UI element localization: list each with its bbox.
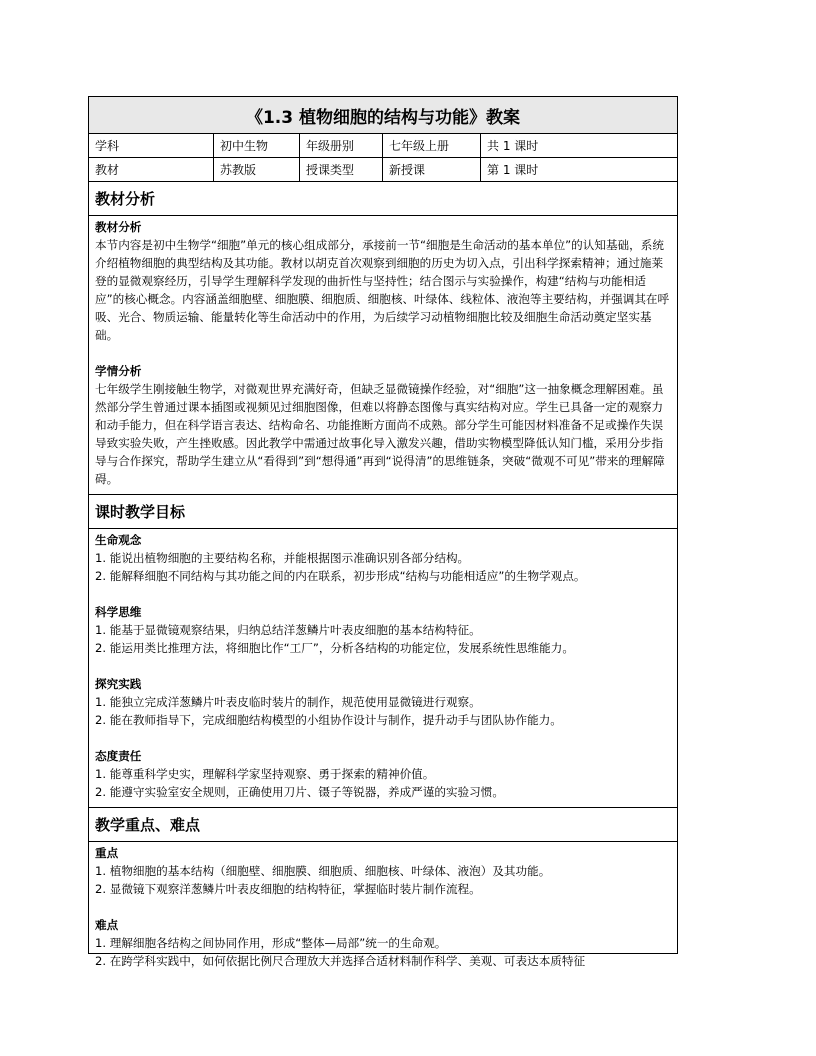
subheading: 科学思维 [95, 605, 142, 619]
list-item: 1. 能尊重科学史实，理解科学家坚持观察、勇于探索的精神价值。 [95, 767, 435, 781]
info-cell: 授课类型 [300, 158, 383, 181]
paragraph: 本节内容是初中生物学“细胞”单元的核心组成部分，承接前一节“细胞是生命活动的基本单位”的认知基础，系统介绍植物细胞的典型结构及其功能。教材以胡克首次观察到细胞的历史为切入点，引出科学探索精神；通过施莱登的显微观察经历，引导学生理解科学发现的曲折性与坚持性；结合图示与实验操作，构建“结构与功能相适应”的核心概念。内容涵盖细胞壁、细胞膜、细胞质、细胞核、叶绿体、线粒体、液泡等主要结构，并强调其在呼吸、光合、物质运输、能量转化等生命活动中的作用，为后续学习动植物细胞比较及细胞生命活动奠定坚实基础。 [95, 238, 670, 342]
section-heading-goals: 课时教学目标 [89, 495, 677, 529]
info-cell: 七年级上册 [383, 134, 481, 157]
document-title: 《1.3 植物细胞的结构与功能》教案 [89, 97, 677, 134]
section-heading-keypoints: 教学重点、难点 [89, 808, 677, 842]
info-cell: 共 1 课时 [487, 139, 539, 153]
subheading: 学情分析 [95, 364, 142, 378]
section-body-goals [89, 529, 677, 808]
list-item: 1. 理解细胞各结构之间协同作用，形成“整体—局部”统一的生命观。 [95, 936, 447, 950]
info-cell: 初中生物 [214, 134, 300, 157]
list-item: 2. 能运用类比推理方法，将细胞比作“工厂”，分析各结构的功能定位，发展系统性思维能力。 [95, 641, 574, 655]
info-cell: 第 1 课时 [487, 163, 539, 177]
list-item: 2. 能在教师指导下，完成细胞结构模型的小组协作设计与制作，提升动手与团队协作能力。 [95, 713, 562, 727]
subheading: 探究实践 [95, 677, 142, 691]
info-cell: 新授课 [383, 158, 481, 181]
subheading: 生命观念 [95, 533, 142, 547]
subheading: 教材分析 [95, 220, 142, 234]
subheading: 重点 [95, 846, 119, 860]
section-body-keypoints [89, 842, 677, 976]
list-item: 1. 能说出植物细胞的主要结构名称，并能根据图示准确识别各部分结构。 [95, 551, 470, 565]
info-cell: 苏教版 [214, 158, 300, 181]
subheading: 难点 [95, 918, 119, 932]
list-item: 1. 能独立完成洋葱鳞片叶表皮临时装片的制作，规范使用显微镜进行观察。 [95, 695, 481, 709]
list-item: 1. 植物细胞的基本结构（细胞壁、细胞膜、细胞质、细胞核、叶绿体、液泡）及其功能。 [95, 864, 551, 878]
list-item: 2. 在跨学科实践中，如何依据比例尺合理放大并选择合适材料制作科学、美观、可表达本质特征 [95, 954, 586, 968]
info-row-2 [89, 158, 677, 182]
info-cell: 年级册别 [300, 134, 383, 157]
list-item: 1. 能基于显微镜观察结果，归纳总结洋葱鳞片叶表皮细胞的基本结构特征。 [95, 623, 481, 637]
section-heading-analysis: 教材分析 [89, 182, 677, 216]
info-row-1 [89, 134, 677, 158]
paragraph: 七年级学生刚接触生物学，对微观世界充满好奇，但缺乏显微镜操作经验，对“细胞”这一抽象概念理解困难。虽然部分学生曾通过课本插图或视频见过细胞图像，但难以将静态图像与真实结构对应。学生已具备一定的观察力和动手能力，但在科学语言表达、结构命名、功能推断方面尚不成熟。部分学生可能因材料准备不足或操作失误导致实验失败，产生挫败感。因此教学中需通过故事化导入激发兴趣，借助实物模型降低认知门槛，采用分步指导与合作探究，帮助学生建立从“看得到”到“想得通”再到“说得清”的思维链条，突破“微观不可见”带来的理解障碍。 [95, 382, 665, 486]
list-item: 2. 能解释细胞不同结构与其功能之间的内在联系，初步形成“结构与功能相适应”的生物学观点。 [95, 569, 586, 583]
list-item: 2. 能遵守实验室安全规则，正确使用刀片、镊子等锐器，养成严谨的实验习惯。 [95, 785, 504, 799]
info-cell: 学科 [89, 134, 214, 157]
info-cell: 教材 [89, 158, 214, 181]
lesson-plan-table [88, 96, 678, 968]
list-item: 2. 显微镜下观察洋葱鳞片叶表皮细胞的结构特征，掌握临时装片制作流程。 [95, 882, 481, 896]
section-body-analysis [89, 216, 677, 495]
subheading: 态度责任 [95, 749, 142, 763]
